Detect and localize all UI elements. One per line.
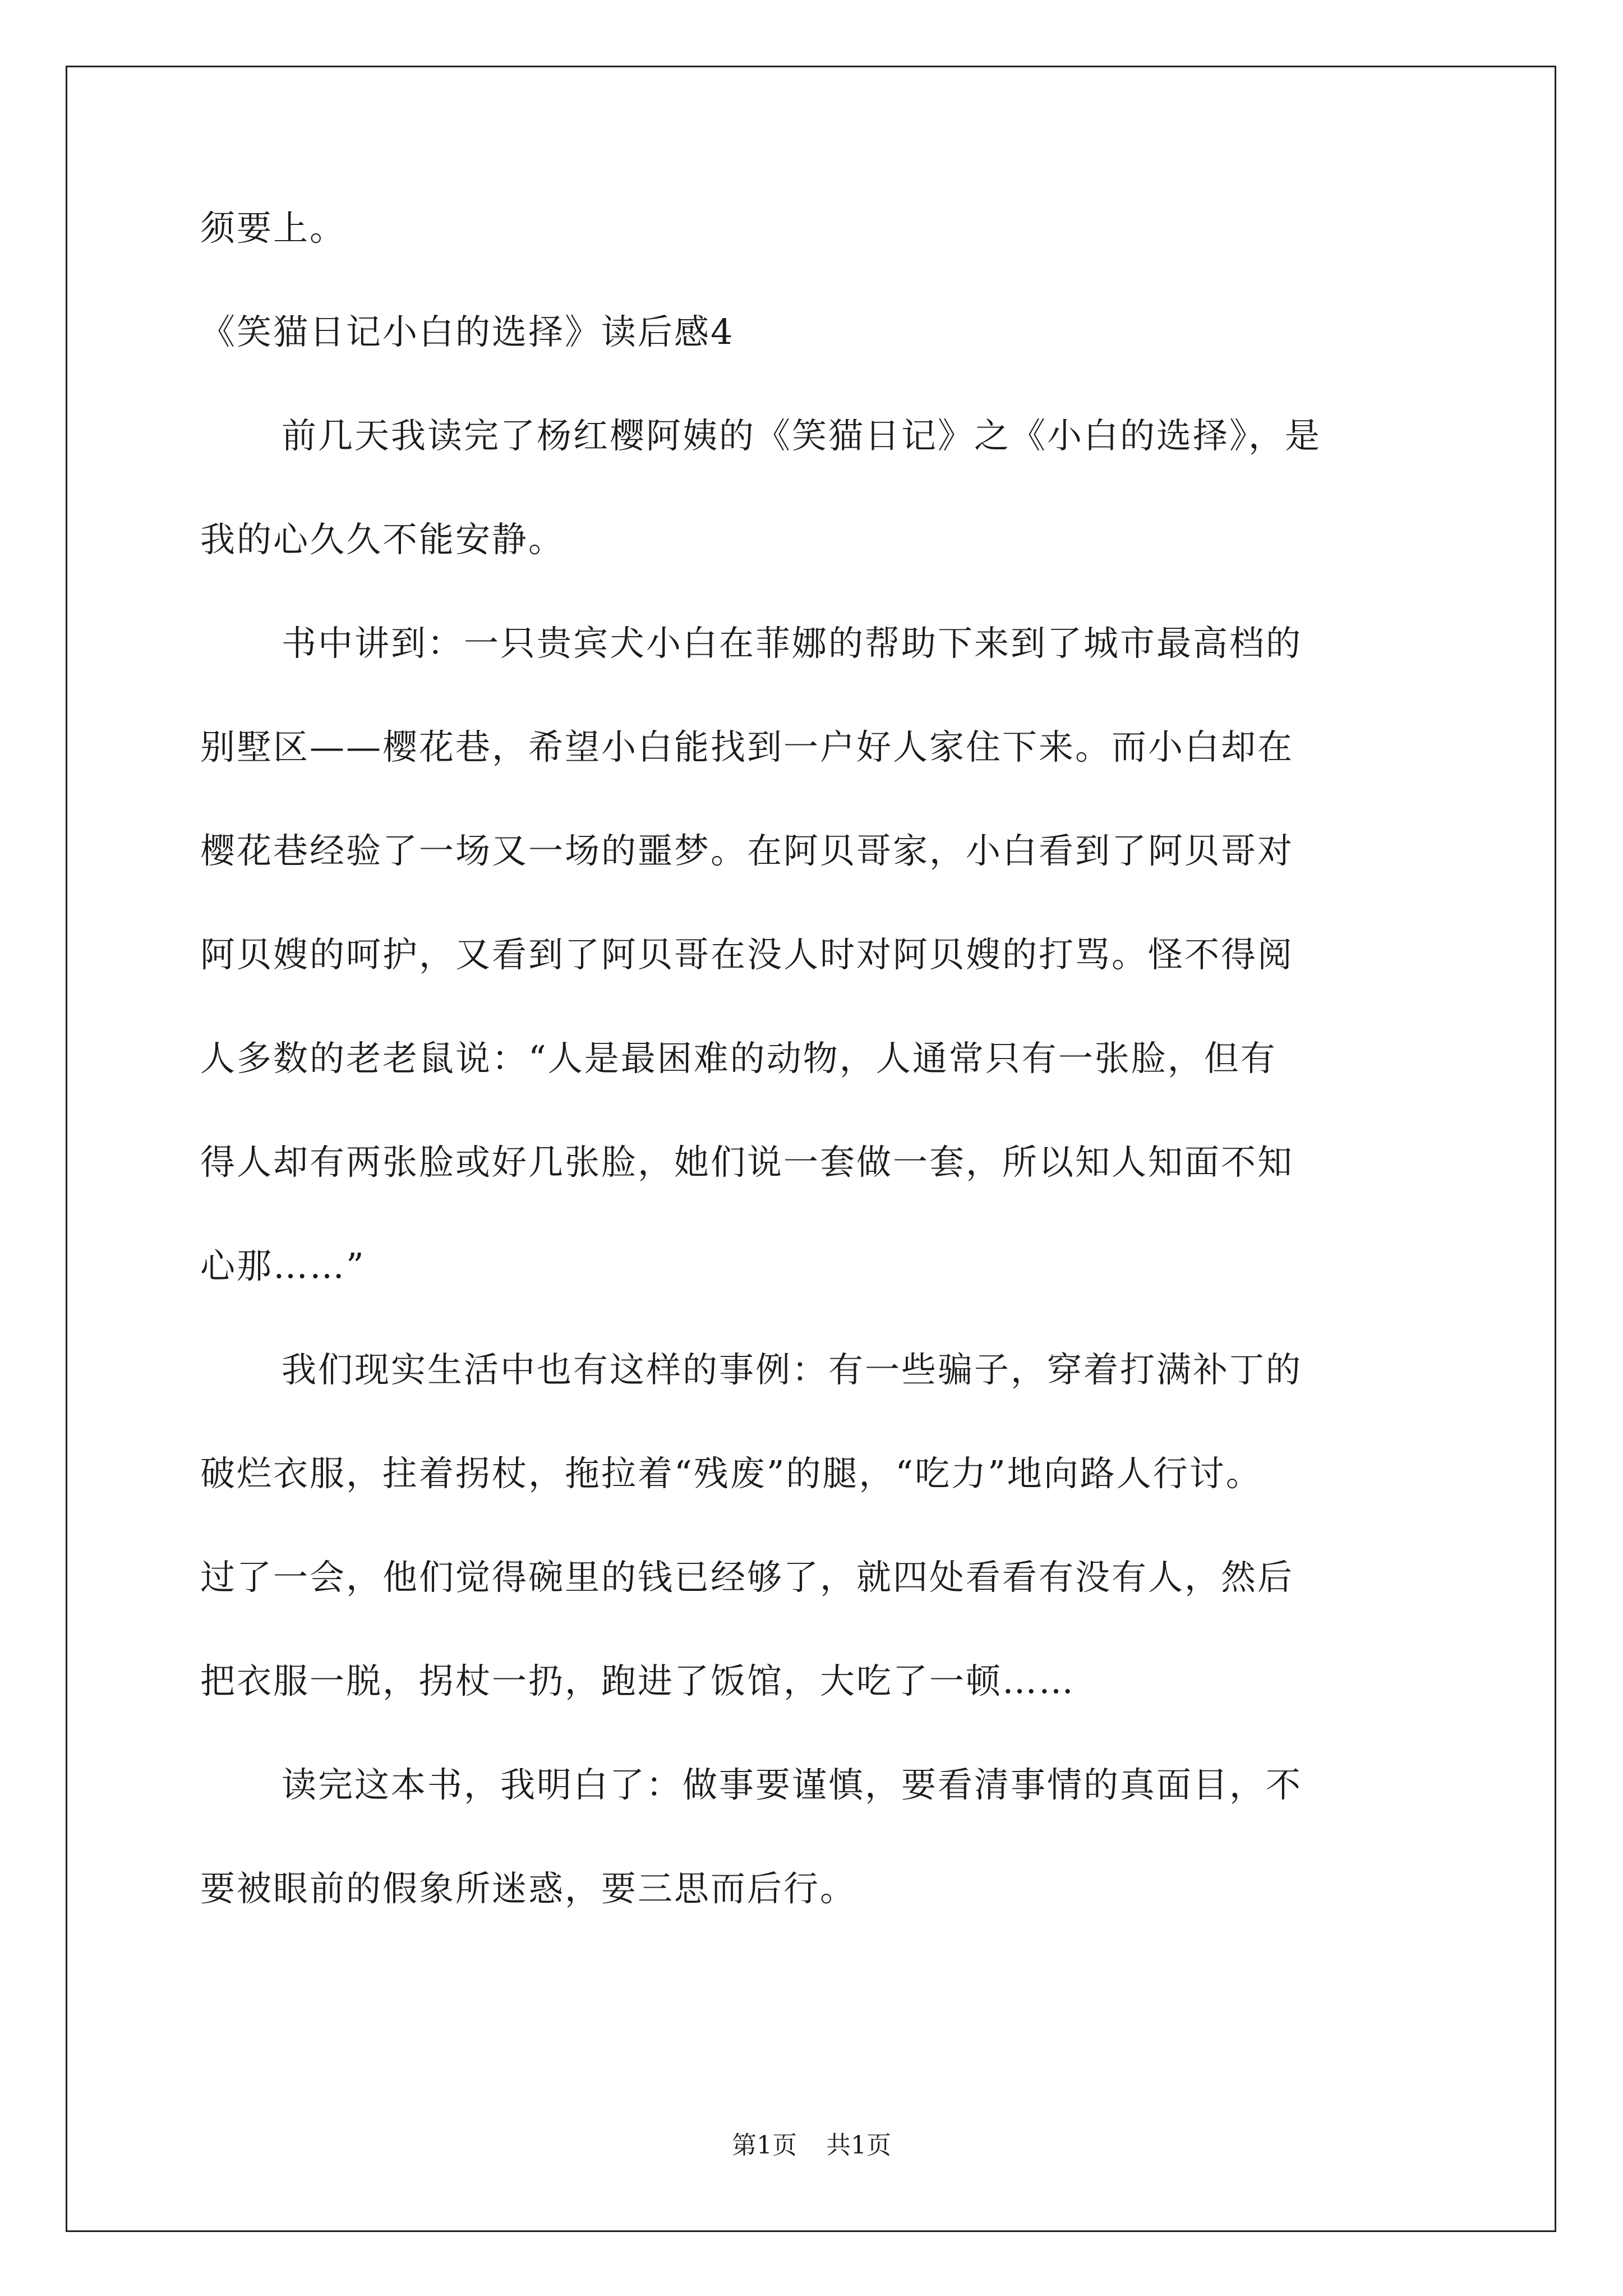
text-line: 过了一会，他们觉得碗里的钱已经够了，就四处看看有没有人，然后 — [200, 1557, 1294, 1598]
text-line: 破烂衣服，拄着拐杖，拖拉着“残废”的腿，“吃力”地向路人行讨。 — [200, 1453, 1262, 1494]
page-number: 第1页 — [732, 2131, 797, 2160]
text-line: 书中讲到：一只贵宾犬小白在菲娜的帮助下来到了城市最高档的 — [282, 623, 1303, 664]
text-line: 得人却有两张脸或好几张脸，她们说一套做一套，所以知人知面不知 — [200, 1142, 1294, 1182]
page-total: 共1页 — [826, 2131, 891, 2160]
text-line: 前几天我读完了杨红樱阿姨的《笑猫日记》之《小白的选择》，是 — [282, 415, 1322, 456]
text-line: 樱花巷经验了一场又一场的噩梦。在阿贝哥家，小白看到了阿贝哥对 — [200, 830, 1294, 871]
text-line: 把衣服一脱，拐杖一扔，跑进了饭馆，大吃了一顿…… — [200, 1660, 1076, 1701]
text-line: 人多数的老老鼠说：“人是最困难的动物，人通常只有一张脸，但有 — [200, 1038, 1277, 1079]
text-line: 阿贝嫂的呵护，又看到了阿贝哥在没人时对阿贝嫂的打骂。怪不得阅 — [200, 934, 1294, 975]
text-line: 须要上。 — [200, 208, 347, 249]
text-line: 读完这本书，我明白了：做事要谨慎，要看清事情的真面目，不 — [282, 1764, 1303, 1805]
section-heading: 《笑猫日记小白的选择》读后感4 — [200, 311, 735, 352]
page-footer — [0, 2125, 1623, 2161]
text-line: 要被眼前的假象所迷惑，要三思而后行。 — [200, 1868, 857, 1909]
text-line: 别墅区——樱花巷，希望小白能找到一户好人家住下来。而小白却在 — [200, 726, 1294, 767]
text-line: 我们现实生活中也有这样的事例：有一些骗子，穿着打满补丁的 — [282, 1349, 1303, 1390]
text-line: 我的心久久不能安静。 — [200, 519, 565, 560]
text-line: 心那……” — [200, 1245, 366, 1286]
